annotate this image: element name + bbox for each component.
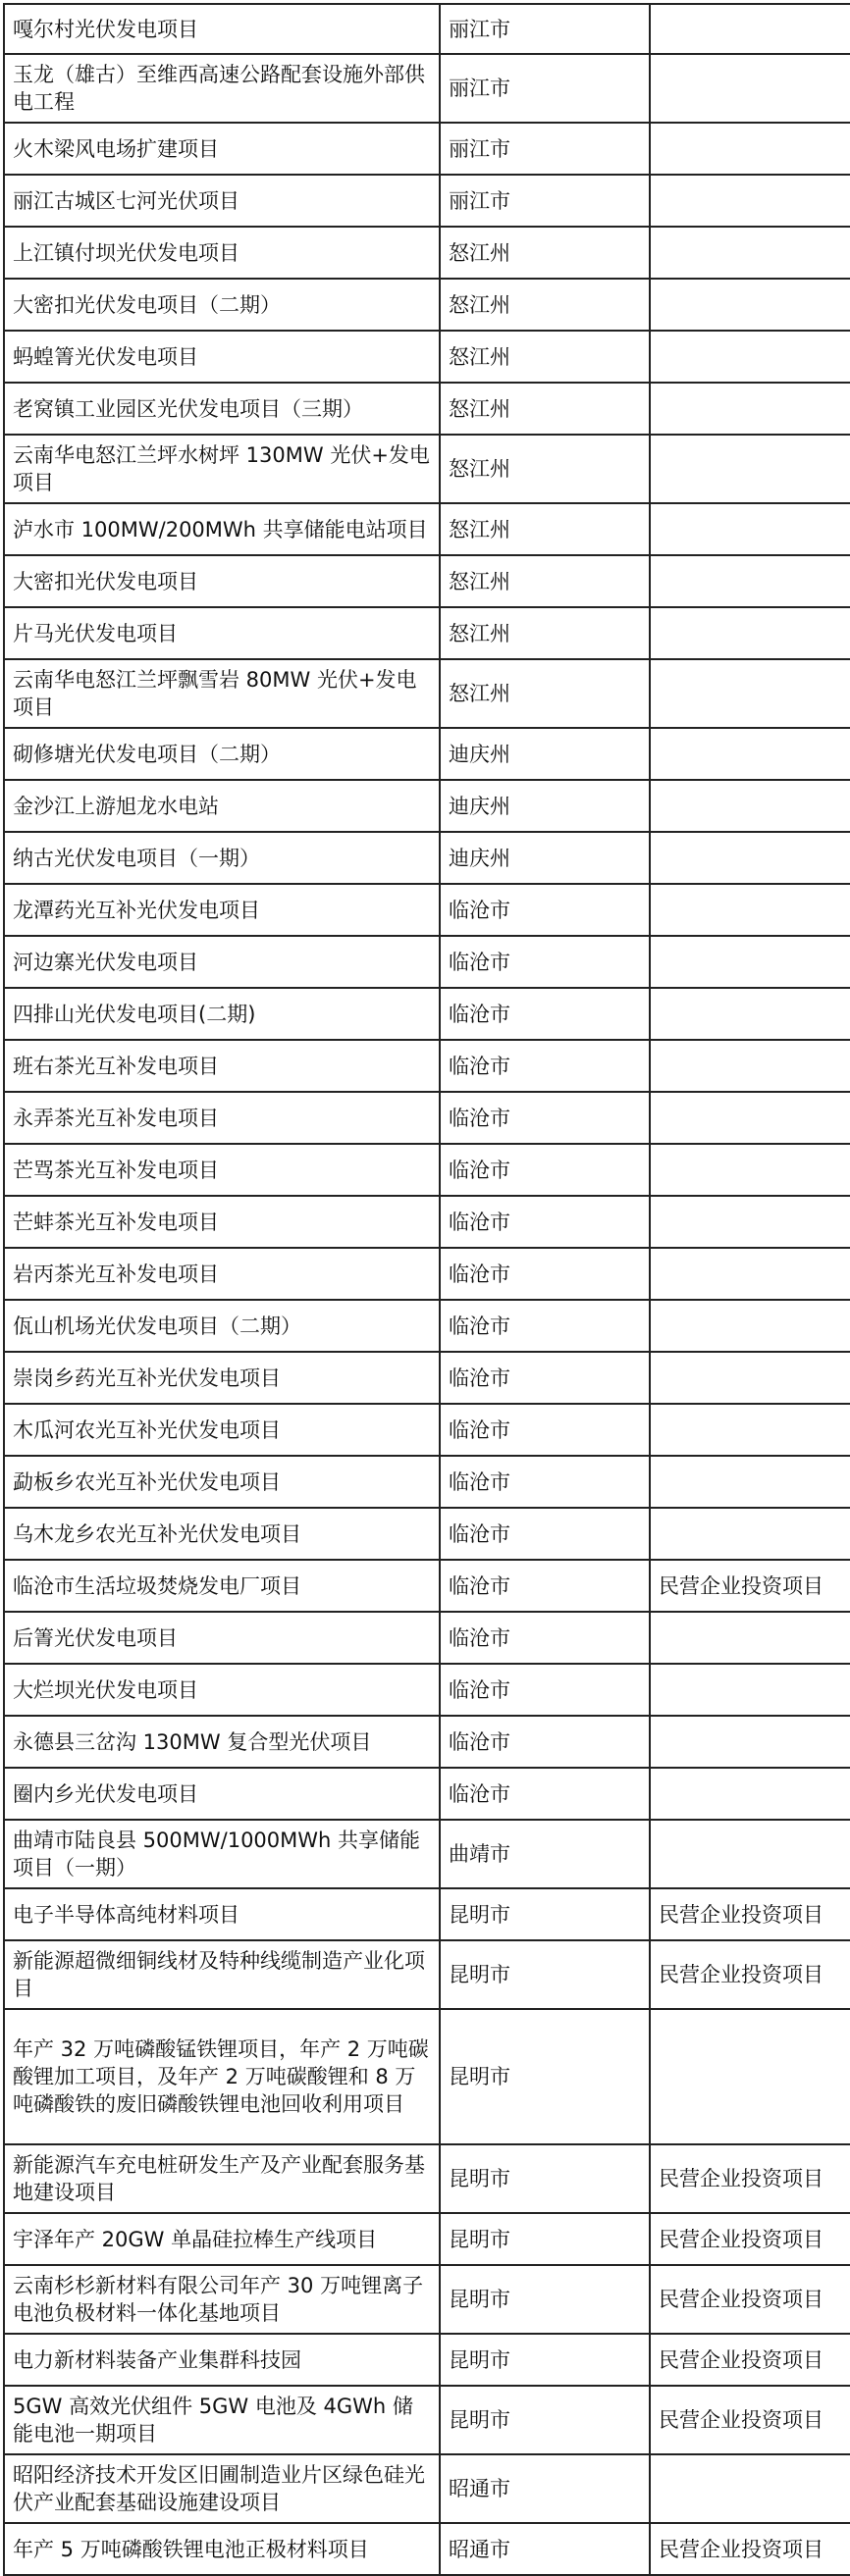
project-name-cell: 龙潭药光互补光伏发电项目 — [4, 884, 440, 936]
table-row — [4, 1940, 850, 2009]
region-cell: 临沧市 — [440, 1040, 650, 1092]
project-name-cell: 乌木龙乡农光互补光伏发电项目 — [4, 1508, 440, 1560]
table-row — [4, 780, 850, 832]
table-row — [4, 2454, 850, 2523]
table-row — [4, 555, 850, 607]
project-name-cell: 永德县三岔沟 130MW 复合型光伏项目 — [4, 1716, 440, 1768]
project-name-cell: 金沙江上游旭龙水电站 — [4, 780, 440, 832]
region-cell: 丽江市 — [440, 54, 650, 123]
region-cell: 临沧市 — [440, 1664, 650, 1716]
remark-cell — [650, 555, 850, 607]
table-row — [4, 1196, 850, 1248]
project-name-cell: 圈内乡光伏发电项目 — [4, 1768, 440, 1820]
region-cell: 昆明市 — [440, 1888, 650, 1940]
remark-cell — [650, 1404, 850, 1456]
table-row — [4, 54, 850, 123]
project-name-cell: 云南华电怒江兰坪水树坪 130MW 光伏+发电项目 — [4, 435, 440, 503]
project-name-cell: 大密扣光伏发电项目 — [4, 555, 440, 607]
remark-cell — [650, 331, 850, 383]
remark-cell — [650, 780, 850, 832]
region-cell: 临沧市 — [440, 1248, 650, 1300]
table-row — [4, 2213, 850, 2265]
region-cell: 丽江市 — [440, 123, 650, 175]
table-row — [4, 1612, 850, 1664]
project-table — [3, 3, 850, 2576]
project-name-cell: 芒骂茶光互补发电项目 — [4, 1144, 440, 1196]
project-name-cell: 崇岗乡药光互补光伏发电项目 — [4, 1352, 440, 1404]
remark-cell — [650, 123, 850, 175]
remark-cell — [650, 2454, 850, 2523]
region-cell: 临沧市 — [440, 936, 650, 988]
project-name-cell: 佤山机场光伏发电项目（二期） — [4, 1300, 440, 1352]
remark-cell — [650, 728, 850, 780]
table-row — [4, 884, 850, 936]
region-cell: 昆明市 — [440, 2386, 650, 2454]
table-row — [4, 2265, 850, 2334]
table-row — [4, 2144, 850, 2213]
remark-cell — [650, 832, 850, 884]
remark-cell — [650, 659, 850, 728]
region-cell: 迪庆州 — [440, 728, 650, 780]
region-cell: 怒江州 — [440, 607, 650, 659]
remark-cell — [650, 884, 850, 936]
region-cell: 昆明市 — [440, 2265, 650, 2334]
project-name-cell: 老窝镇工业园区光伏发电项目（三期） — [4, 383, 440, 435]
remark-cell — [650, 175, 850, 227]
region-cell: 临沧市 — [440, 1404, 650, 1456]
remark-cell — [650, 503, 850, 555]
region-cell: 怒江州 — [440, 227, 650, 279]
table-row — [4, 4, 850, 54]
region-cell: 昭通市 — [440, 2523, 650, 2575]
remark-cell — [650, 1092, 850, 1144]
table-row — [4, 607, 850, 659]
project-name-cell: 上江镇付坝光伏发电项目 — [4, 227, 440, 279]
region-cell: 迪庆州 — [440, 832, 650, 884]
project-name-cell: 大烂坝光伏发电项目 — [4, 1664, 440, 1716]
remark-cell — [650, 279, 850, 331]
table-row — [4, 175, 850, 227]
project-name-cell: 嘎尔村光伏发电项目 — [4, 4, 440, 54]
project-name-cell: 玉龙（雄古）至维西高速公路配套设施外部供电工程 — [4, 54, 440, 123]
project-name-cell: 芒蚌茶光互补发电项目 — [4, 1196, 440, 1248]
table-row — [4, 1508, 850, 1560]
project-name-cell: 新能源汽车充电桩研发生产及产业配套服务基地建设项目 — [4, 2144, 440, 2213]
region-cell: 临沧市 — [440, 988, 650, 1040]
table-row — [4, 1248, 850, 1300]
region-cell: 怒江州 — [440, 279, 650, 331]
region-cell: 怒江州 — [440, 435, 650, 503]
region-cell: 怒江州 — [440, 659, 650, 728]
remark-cell — [650, 54, 850, 123]
table-row — [4, 2523, 850, 2575]
project-name-cell: 曲靖市陆良县 500MW/1000MWh 共享储能项目（一期） — [4, 1820, 440, 1888]
table-row — [4, 1664, 850, 1716]
region-cell: 昆明市 — [440, 2009, 650, 2144]
project-name-cell: 临沧市生活垃圾焚烧发电厂项目 — [4, 1560, 440, 1612]
remark-cell — [650, 1300, 850, 1352]
table-row — [4, 279, 850, 331]
project-name-cell: 永弄茶光互补发电项目 — [4, 1092, 440, 1144]
region-cell: 临沧市 — [440, 1612, 650, 1664]
table-row — [4, 832, 850, 884]
remark-cell — [650, 1508, 850, 1560]
table-row — [4, 1144, 850, 1196]
table-row — [4, 728, 850, 780]
region-cell: 临沧市 — [440, 1768, 650, 1820]
table-row — [4, 1768, 850, 1820]
remark-cell — [650, 988, 850, 1040]
table-row — [4, 2334, 850, 2386]
table-row — [4, 1716, 850, 1768]
remark-cell — [650, 1040, 850, 1092]
project-name-cell: 云南华电怒江兰坪飘雪岩 80MW 光伏+发电项目 — [4, 659, 440, 728]
table-row — [4, 1092, 850, 1144]
remark-cell: 民营企业投资项目 — [650, 2334, 850, 2386]
project-name-cell: 四排山光伏发电项目(二期) — [4, 988, 440, 1040]
table-row — [4, 503, 850, 555]
remark-cell — [650, 227, 850, 279]
project-name-cell: 河边寨光伏发电项目 — [4, 936, 440, 988]
remark-cell — [650, 1768, 850, 1820]
project-table-body — [4, 4, 850, 2575]
region-cell: 怒江州 — [440, 331, 650, 383]
region-cell: 昆明市 — [440, 2334, 650, 2386]
remark-cell: 民营企业投资项目 — [650, 2265, 850, 2334]
region-cell: 临沧市 — [440, 1352, 650, 1404]
region-cell: 临沧市 — [440, 1196, 650, 1248]
table-row — [4, 659, 850, 728]
project-name-cell: 宇泽年产 20GW 单晶硅拉棒生产线项目 — [4, 2213, 440, 2265]
table-row — [4, 435, 850, 503]
remark-cell — [650, 1248, 850, 1300]
region-cell: 临沧市 — [440, 1716, 650, 1768]
project-name-cell: 电子半导体高纯材料项目 — [4, 1888, 440, 1940]
remark-cell — [650, 936, 850, 988]
table-row — [4, 1888, 850, 1940]
remark-cell: 民营企业投资项目 — [650, 2386, 850, 2454]
remark-cell: 民营企业投资项目 — [650, 2144, 850, 2213]
region-cell: 怒江州 — [440, 555, 650, 607]
region-cell: 怒江州 — [440, 383, 650, 435]
table-row — [4, 1560, 850, 1612]
project-name-cell: 5GW 高效光伏组件 5GW 电池及 4GWh 储能电池一期项目 — [4, 2386, 440, 2454]
table-row — [4, 1404, 850, 1456]
remark-cell — [650, 1144, 850, 1196]
region-cell: 临沧市 — [440, 1144, 650, 1196]
project-name-cell: 岩丙茶光互补发电项目 — [4, 1248, 440, 1300]
table-row — [4, 227, 850, 279]
region-cell: 临沧市 — [440, 1560, 650, 1612]
region-cell: 临沧市 — [440, 1300, 650, 1352]
remark-cell — [650, 1664, 850, 1716]
project-name-cell: 泸水市 100MW/200MWh 共享储能电站项目 — [4, 503, 440, 555]
table-row — [4, 988, 850, 1040]
project-name-cell: 昭阳经济技术开发区旧圃制造业片区绿色硅光伏产业配套基础设施建设项目 — [4, 2454, 440, 2523]
project-name-cell: 片马光伏发电项目 — [4, 607, 440, 659]
region-cell: 曲靖市 — [440, 1820, 650, 1888]
project-name-cell: 年产 5 万吨磷酸铁锂电池正极材料项目 — [4, 2523, 440, 2575]
project-name-cell: 云南杉杉新材料有限公司年产 30 万吨锂离子电池负极材料一体化基地项目 — [4, 2265, 440, 2334]
table-row — [4, 1352, 850, 1404]
table-row — [4, 383, 850, 435]
region-cell: 临沧市 — [440, 1508, 650, 1560]
project-name-cell: 大密扣光伏发电项目（二期） — [4, 279, 440, 331]
region-cell: 丽江市 — [440, 4, 650, 54]
project-name-cell: 纳古光伏发电项目（一期） — [4, 832, 440, 884]
remark-cell — [650, 2009, 850, 2144]
project-name-cell: 火木梁风电场扩建项目 — [4, 123, 440, 175]
table-row — [4, 123, 850, 175]
table-row — [4, 331, 850, 383]
region-cell: 昆明市 — [440, 2213, 650, 2265]
region-cell: 昆明市 — [440, 2144, 650, 2213]
remark-cell — [650, 1716, 850, 1768]
project-name-cell: 后箐光伏发电项目 — [4, 1612, 440, 1664]
remark-cell — [650, 607, 850, 659]
remark-cell — [650, 1456, 850, 1508]
region-cell: 怒江州 — [440, 503, 650, 555]
remark-cell — [650, 1612, 850, 1664]
project-name-cell: 木瓜河农光互补光伏发电项目 — [4, 1404, 440, 1456]
remark-cell — [650, 4, 850, 54]
remark-cell — [650, 1196, 850, 1248]
region-cell: 迪庆州 — [440, 780, 650, 832]
project-name-cell: 砌修塘光伏发电项目（二期） — [4, 728, 440, 780]
project-name-cell: 丽江古城区七河光伏项目 — [4, 175, 440, 227]
remark-cell: 民营企业投资项目 — [650, 1560, 850, 1612]
remark-cell — [650, 1820, 850, 1888]
project-name-cell: 班右茶光互补发电项目 — [4, 1040, 440, 1092]
table-row — [4, 1820, 850, 1888]
table-row — [4, 1040, 850, 1092]
region-cell: 临沧市 — [440, 884, 650, 936]
project-name-cell: 电力新材料装备产业集群科技园 — [4, 2334, 440, 2386]
remark-cell: 民营企业投资项目 — [650, 1888, 850, 1940]
region-cell: 临沧市 — [440, 1456, 650, 1508]
remark-cell — [650, 1352, 850, 1404]
project-name-cell: 年产 32 万吨磷酸锰铁锂项目，年产 2 万吨碳酸锂加工项目，及年产 2 万吨碳酸锂和 8 万吨磷酸铁的废旧磷酸铁锂电池回收利用项目 — [4, 2009, 440, 2144]
remark-cell: 民营企业投资项目 — [650, 2523, 850, 2575]
table-row — [4, 936, 850, 988]
remark-cell — [650, 435, 850, 503]
table-row — [4, 2009, 850, 2144]
region-cell: 昭通市 — [440, 2454, 650, 2523]
project-name-cell: 新能源超微细铜线材及特种线缆制造产业化项目 — [4, 1940, 440, 2009]
table-row — [4, 1300, 850, 1352]
table-row — [4, 1456, 850, 1508]
remark-cell — [650, 383, 850, 435]
remark-cell: 民营企业投资项目 — [650, 1940, 850, 2009]
project-name-cell: 蚂蝗箐光伏发电项目 — [4, 331, 440, 383]
region-cell: 昆明市 — [440, 1940, 650, 2009]
region-cell: 临沧市 — [440, 1092, 650, 1144]
remark-cell: 民营企业投资项目 — [650, 2213, 850, 2265]
project-name-cell: 勐板乡农光互补光伏发电项目 — [4, 1456, 440, 1508]
region-cell: 丽江市 — [440, 175, 650, 227]
